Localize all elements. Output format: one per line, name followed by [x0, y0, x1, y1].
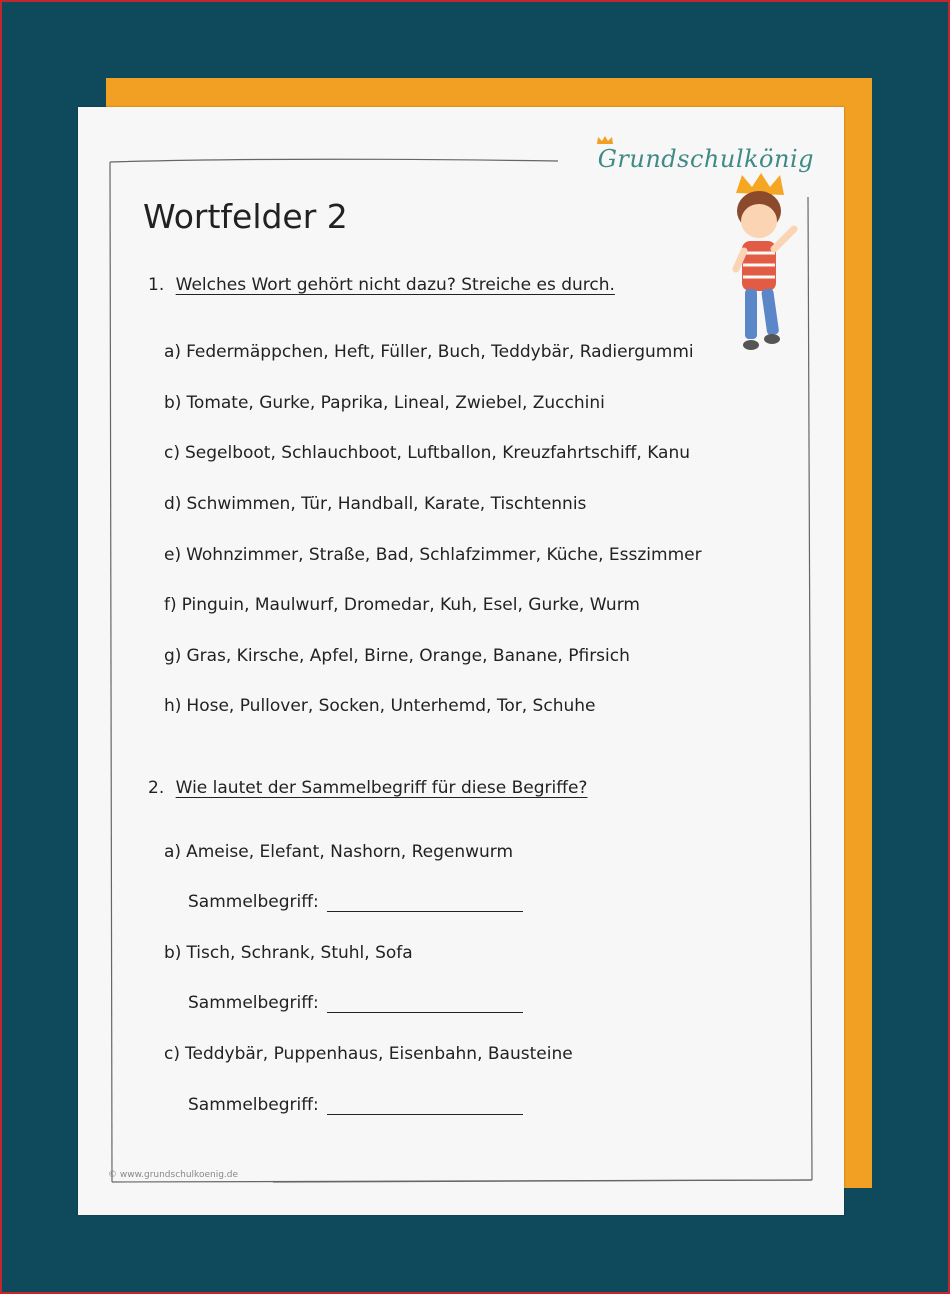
list-item [164, 696, 595, 716]
item-text: Gras, Kirsche, Apfel, Birne, Orange, Banane, Pfirsich [186, 646, 630, 666]
list-item [164, 842, 513, 862]
list-item [164, 545, 702, 565]
item-label: a) [164, 342, 182, 362]
question-2-heading [148, 778, 587, 798]
copyright-footer: © www.grundschulkoenig.de [108, 1170, 239, 1180]
list-item [164, 443, 690, 463]
item-label: b) [164, 393, 182, 413]
list-item [164, 393, 605, 413]
answer-line[interactable] [327, 893, 523, 912]
item-label: h) [164, 696, 182, 716]
item-text: Wohnzimmer, Straße, Bad, Schlafzimmer, Küche, Esszimmer [186, 545, 702, 565]
item-text: Schwimmen, Tür, Handball, Karate, Tischtennis [186, 494, 587, 514]
item-label: c) [164, 1044, 180, 1064]
sammelbegriff-label: Sammelbegriff: [188, 1095, 319, 1115]
list-item [164, 595, 640, 615]
list-item [164, 342, 694, 362]
list-item [164, 1044, 573, 1064]
item-text: Federmäppchen, Heft, Füller, Buch, Teddybär, Radiergummi [186, 342, 694, 362]
item-label: b) [164, 943, 182, 963]
item-label: c) [164, 443, 180, 463]
question-1-heading [148, 275, 615, 295]
question-number: 1. [148, 275, 165, 295]
question-text: Welches Wort gehört nicht dazu? Streiche es durch. [175, 275, 615, 295]
item-label: e) [164, 545, 182, 565]
item-text: Ameise, Elefant, Nashorn, Regenwurm [186, 842, 514, 862]
worksheet-page [78, 107, 844, 1215]
page-title: Wortfelder 2 [143, 197, 348, 236]
item-label: d) [164, 494, 182, 514]
answer-line[interactable] [327, 994, 523, 1013]
question-text: Wie lautet der Sammelbegriff für diese Begriffe? [175, 778, 588, 798]
sammelbegriff-label: Sammelbegriff: [188, 993, 319, 1013]
list-item [164, 494, 586, 514]
question-number: 2. [148, 778, 165, 798]
brand-name: Grundschulkönig [597, 145, 814, 173]
sammelbegriff-row [188, 1095, 523, 1115]
answer-line[interactable] [327, 1096, 523, 1115]
sammelbegriff-row [188, 993, 523, 1013]
list-item [164, 943, 413, 963]
boy-with-crown-illustration [714, 173, 804, 363]
crown-icon [596, 135, 614, 145]
item-label: a) [164, 842, 182, 862]
item-text: Hose, Pullover, Socken, Unterhemd, Tor, Schuhe [186, 696, 596, 716]
item-text: Tomate, Gurke, Paprika, Lineal, Zwiebel, Zucchini [186, 393, 605, 413]
brand-logo [598, 145, 814, 173]
list-item [164, 646, 630, 666]
item-label: g) [164, 646, 182, 666]
item-text: Teddybär, Puppenhaus, Eisenbahn, Bausteine [184, 1044, 573, 1064]
item-label: f) [164, 595, 177, 615]
item-text: Tisch, Schrank, Stuhl, Sofa [186, 943, 413, 963]
sammelbegriff-row [188, 892, 523, 912]
sammelbegriff-label: Sammelbegriff: [188, 892, 319, 912]
item-text: Segelboot, Schlauchboot, Luftballon, Kreuzfahrtschiff, Kanu [184, 443, 691, 463]
item-text: Pinguin, Maulwurf, Dromedar, Kuh, Esel, Gurke, Wurm [181, 595, 640, 615]
